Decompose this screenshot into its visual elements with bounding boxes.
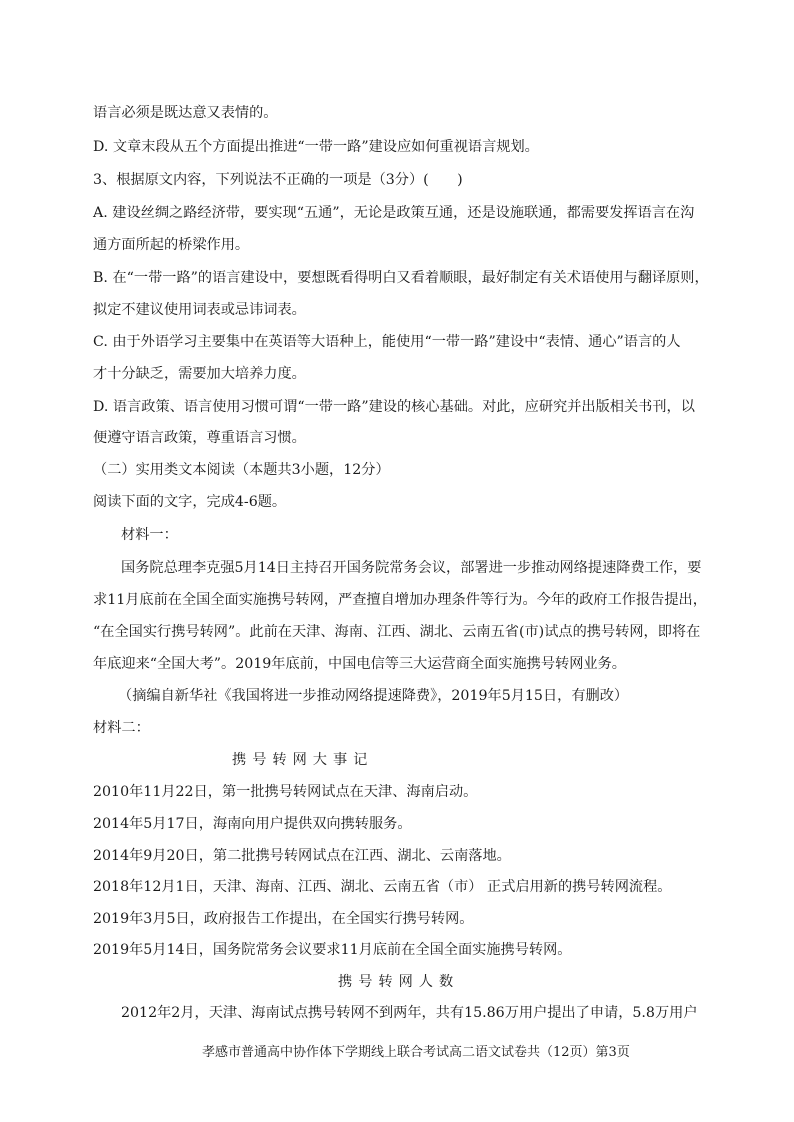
timeline-entry: 2014年5月17日，海南向用户提供双向携转服务。	[93, 816, 412, 832]
option-c: C. 由于外语学习主要集中在英语等大语种上，能使用“一带一路”建设中“表情、通心”语言的人	[93, 334, 681, 350]
option-b: B. 在“一带一路”的语言建设中，要想既看得明白又看着顺眼，最好制定有关术语使用与翻译原则，	[93, 270, 709, 286]
material-1-label: 材料一：	[121, 527, 178, 543]
text-line: 便遵守语言政策，尊重语言习惯。	[93, 430, 306, 446]
text-line: 语言必须是既达意又表情的。	[93, 105, 278, 121]
section-heading: （二）实用类文本阅读（本题共3小题，12分）	[93, 462, 390, 478]
timeline-title: 携号转网大事记	[232, 752, 374, 768]
option-d: D. 文章末段从五个方面提出推进“一带一路”建设应如何重视语言规划。	[93, 139, 539, 155]
question-3: 3、根据原文内容，下列说法不正确的一项是（3分）( )	[93, 172, 463, 188]
paragraph-line: 国务院总理李克强5月14日主持召开国务院常务会议，部署进一步推动网络提速降费工作，要	[121, 560, 702, 576]
paragraph-line: 年底迎来“全国大考”。2019年底前，中国电信等三大运营商全面实施携号转网业务。	[93, 656, 626, 672]
option-a: A. 建设丝绸之路经济带，要实现“五通”，无论是政策互通，还是设施联通，都需要发挥语言在沟	[93, 205, 695, 221]
timeline-entry: 2019年5月14日，国务院常务会议要求11月底前在全国全面实施携号转网。	[93, 942, 572, 958]
timeline-entry: 2018年12月1日，天津、海南、江西、湖北、云南五省（市） 正式启用新的携号转网流程。	[93, 879, 672, 895]
text-line: 才十分缺乏，需要加大培养力度。	[93, 366, 306, 382]
source-citation: （摘编自新华社《我国将进一步推动网络提速降费》，2019年5月15日，有删改）	[118, 688, 629, 704]
timeline-entry: 2014年9月20日，第二批携号转网试点在江西、湖北、云南落地。	[93, 848, 511, 864]
subsection-title: 携号转网人数	[338, 974, 460, 990]
timeline-entry: 2019年3月5日，政府报告工作提出，在全国实行携号转网。	[93, 911, 474, 927]
page-footer: 孝感市普通高中协作体下学期线上联合考试高二语文试卷共（12页）第3页	[202, 1045, 630, 1060]
instruction: 阅读下面的文字，完成4-6题。	[93, 494, 287, 510]
material-2-label: 材料二：	[93, 720, 150, 736]
option-d: D. 语言政策、语言使用习惯可谓“一带一路”建设的核心基础。对此，应研究并出版相关书刊，以	[93, 399, 695, 415]
text-line: 拟定不建议使用词表或忌讳词表。	[93, 302, 306, 318]
paragraph-line: 求11月底前在全国全面实施携号转网，严查擅自增加办理条件等行为。今年的政府工作报告提出，	[93, 592, 707, 608]
paragraph-line: “在全国实行携号转网”。此前在天津、海南、江西、湖北、云南五省(市)试点的携号转网，即将在	[93, 624, 701, 640]
paragraph-line: 2012年2月，天津、海南试点携号转网不到两年，共有15.86万用户提出了申请，5.8万用户	[121, 1005, 698, 1021]
text-line: 通方面所起的桥梁作用。	[93, 237, 250, 253]
timeline-entry: 2010年11月22日，第一批携号转网试点在天津、海南启动。	[93, 784, 478, 800]
